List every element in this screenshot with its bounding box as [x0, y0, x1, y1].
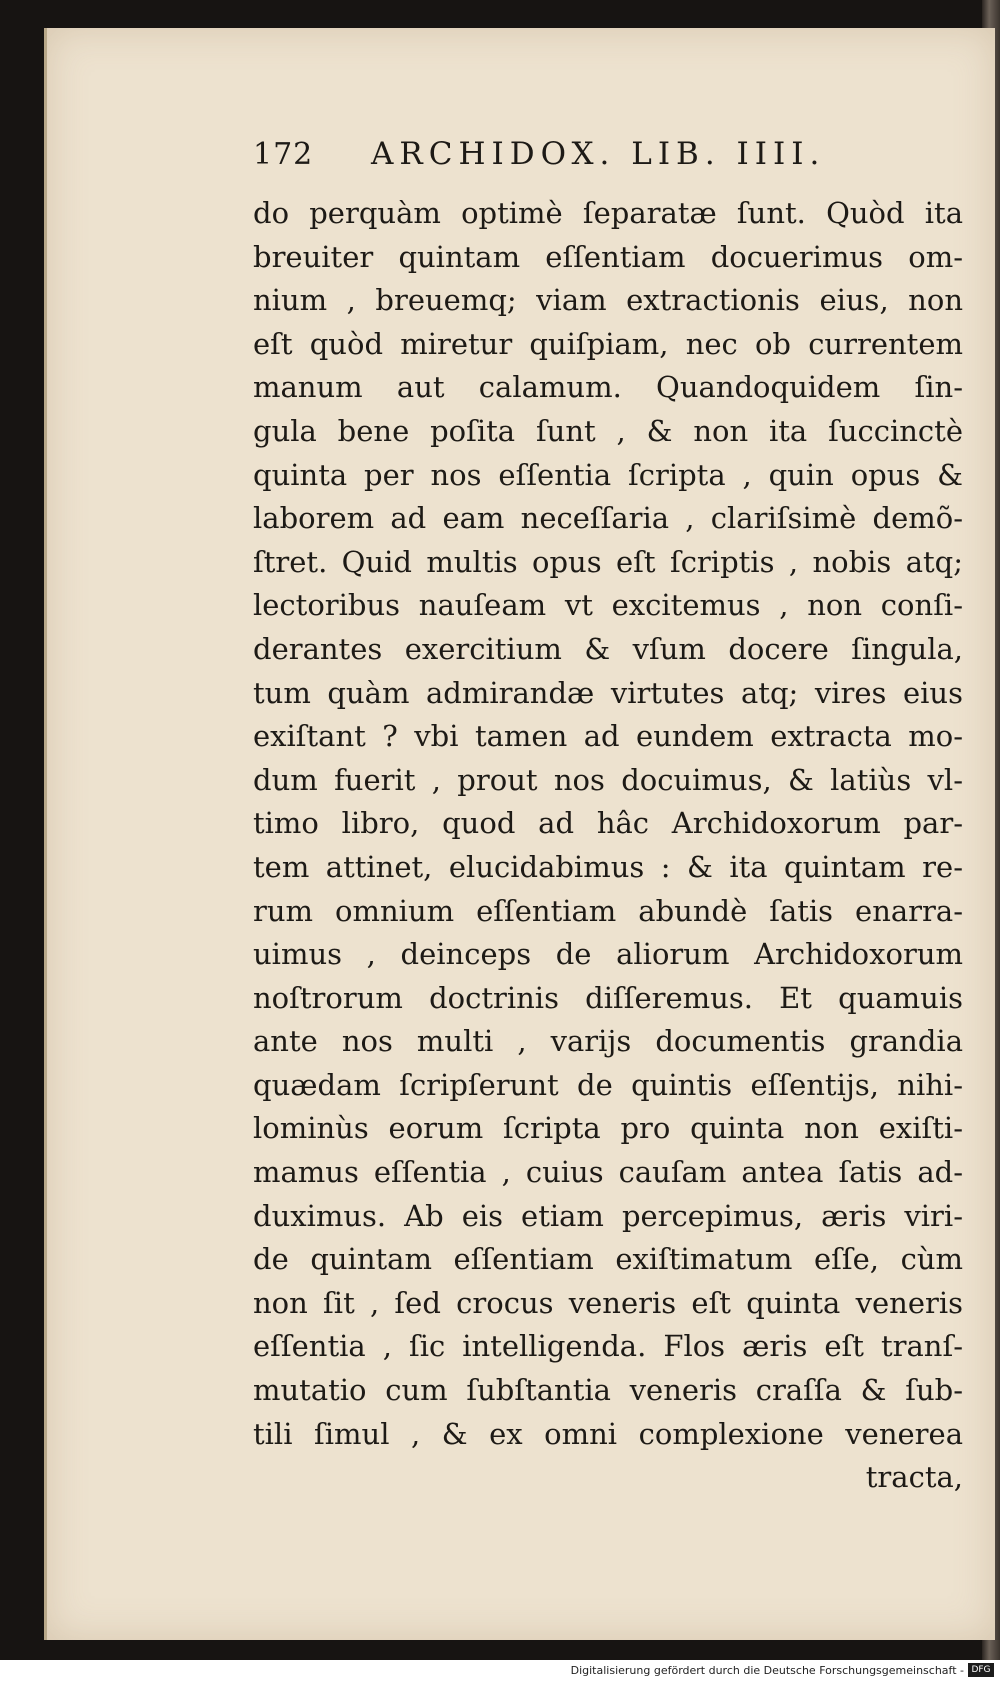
catchword-line: tracta,	[865, 1460, 963, 1495]
text-line: timo libro, quod ad hâc Archidoxorum par-	[253, 806, 963, 841]
text-line: tili ſimul , & ex omni complexione venerea	[253, 1416, 963, 1451]
text-line: tum quàm admirandæ virtutes atq; vires eius	[253, 675, 963, 710]
text-line: lominùs eorum ſcripta pro quinta non exiſti-	[253, 1111, 963, 1146]
text-line: noſtrorum doctrinis diſſeremus. Et quamuis	[253, 980, 963, 1015]
text-line: mutatio cum ſubſtantia veneris craſſa & ſub-	[253, 1373, 963, 1408]
text-line: laborem ad eam neceſſaria , clariſsimè demõ-	[253, 501, 963, 536]
digitization-footer	[0, 1660, 1000, 1683]
text-line: gula bene poſita ſunt , & non ita ſuccinctè	[253, 413, 963, 448]
text-line: ante nos multi , varijs documentis grandia	[253, 1024, 963, 1059]
text-line: dum fuerit , prout nos docuimus, & latiùs vl-	[253, 762, 963, 797]
funding-credit: Digitalisierung gefördert durch die Deutsche Forschungsgemeinschaft -	[570, 1664, 964, 1677]
page-number: 172	[253, 137, 314, 172]
page-text-block	[253, 136, 963, 1500]
text-line: quinta per nos eſſentia ſcripta , quin opus &	[253, 457, 963, 492]
text-line: eſt quòd miretur quiſpiam, nec ob currentem	[253, 326, 963, 361]
text-line: exiſtant ? vbi tamen ad eundem extracta mo-	[253, 719, 963, 754]
text-line: uimus , deinceps de aliorum Archidoxorum	[253, 937, 963, 972]
text-line: quædam ſcripſerunt de quintis eſſentijs, nihi-	[253, 1067, 963, 1102]
text-line: manum aut calamum. Quandoquidem ſin-	[253, 370, 963, 405]
text-line: de quintam eſſentiam exiſtimatum eſſe, cùm	[253, 1242, 963, 1277]
text-line: tem attinet, elucidabimus : & ita quintam re-	[253, 849, 963, 884]
text-line: do perquàm optimè ſeparatæ ſunt. Quòd ita	[253, 196, 963, 230]
dfg-logo: DFG	[968, 1663, 994, 1677]
running-head-title: ARCHIDOX. LIB. IIII.	[371, 136, 826, 172]
running-head	[253, 136, 963, 184]
text-line: non ſit , ſed crocus veneris eſt quinta veneris	[253, 1285, 963, 1320]
text-line: rum omnium eſſentiam abundè ſatis enarra-	[253, 893, 963, 928]
text-line: lectoribus nauſeam vt excitemus , non conſi-	[253, 588, 963, 623]
text-line: duximus. Ab eis etiam percepimus, æris viri-	[253, 1198, 963, 1233]
text-line: mamus eſſentia , cuius cauſam antea ſatis ad-	[253, 1155, 963, 1190]
text-line: ſtret. Quid multis opus eſt ſcriptis , nobis atq;	[253, 544, 963, 579]
text-line: eſſentia , ſic intelligenda. Flos æris eſt tranſ-	[253, 1329, 963, 1364]
body-text	[253, 192, 963, 1500]
book-page	[44, 28, 995, 1640]
text-line: breuiter quintam eſſentiam docuerimus om-	[253, 239, 963, 274]
text-line: nium , breuemq; viam extractionis eius, non	[253, 283, 963, 318]
text-line: derantes exercitium & vſum docere ſingula,	[253, 631, 963, 666]
